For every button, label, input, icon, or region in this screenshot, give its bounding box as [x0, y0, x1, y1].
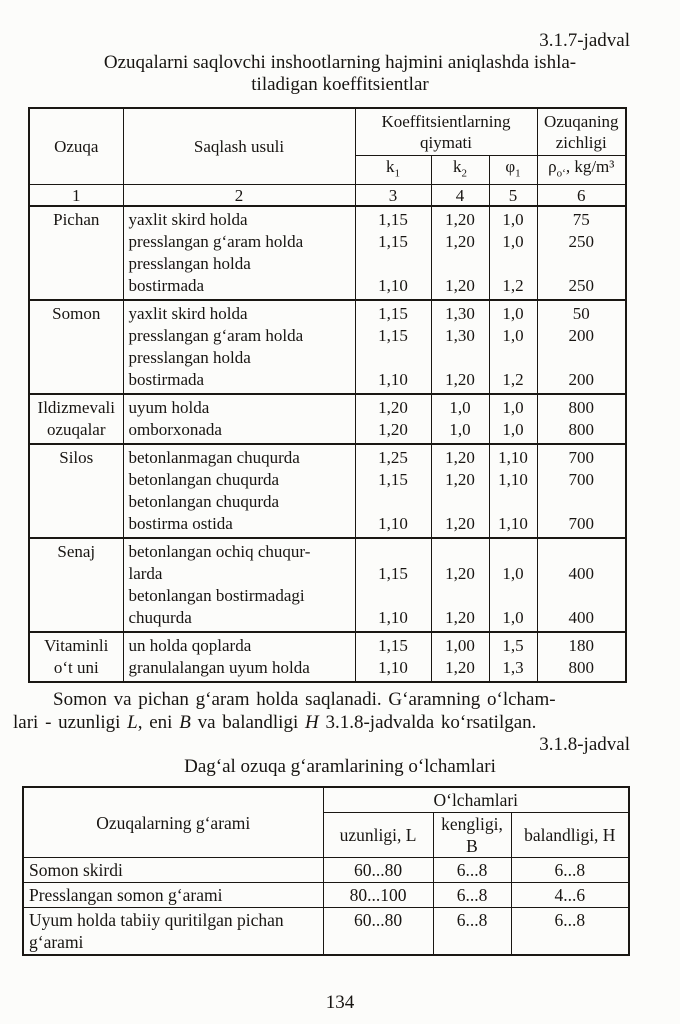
- cell-line: [490, 253, 537, 275]
- cell-line: presslangan holda: [128, 254, 251, 274]
- cell-line: 1,0: [502, 304, 524, 324]
- cell-line: 50: [572, 304, 590, 324]
- cell-line: [432, 491, 489, 513]
- table2-header-garami: Ozuqalarning g‘arami: [23, 787, 323, 858]
- cell-line: 1,15: [378, 210, 408, 230]
- cell-line: 1,10: [378, 276, 408, 296]
- kengligi-cell: 6...8: [433, 883, 511, 908]
- col-num-3: 3: [355, 185, 431, 207]
- body-paragraph: [13, 688, 666, 734]
- garam-name-cell: Presslangan somon g‘arami: [23, 883, 323, 908]
- col-num-4: 4: [431, 185, 489, 207]
- cell-line: 180: [568, 636, 595, 656]
- table1-title-line2: tiladigan koeffitsientlar: [251, 74, 429, 95]
- uzunligi-cell: 80...100: [323, 883, 433, 908]
- cell-line: 250: [568, 276, 595, 296]
- kengligi-cell: 6...8: [433, 858, 511, 883]
- k1-cell: [355, 206, 431, 300]
- method-cell: [123, 538, 355, 632]
- cell-line: 1,15: [378, 326, 408, 346]
- ozuqa-name-line: Somon: [52, 304, 101, 324]
- cell-line: 1,10: [378, 370, 408, 390]
- cell-line: 700: [568, 448, 595, 468]
- cell-line: [432, 253, 489, 275]
- table2-header-uzunligi: uzunligi, L: [323, 813, 433, 858]
- cell-line: presslangan g‘aram holda: [128, 232, 304, 252]
- cell-line: [538, 253, 626, 275]
- cell-line: 1,10: [498, 514, 528, 534]
- balandligi-cell: 4...6: [511, 883, 629, 908]
- table1-header-zichlik: Ozuqaning zichligi: [537, 108, 626, 156]
- table-row-senaj: [29, 538, 626, 632]
- phi-cell: [489, 444, 537, 538]
- col-num-5: 5: [489, 185, 537, 207]
- col-num-1: 1: [29, 185, 123, 207]
- k2-cell: [431, 632, 489, 682]
- cell-line: [538, 491, 626, 513]
- rho-subscript: o‘: [556, 167, 566, 180]
- cell-line: uyum holda: [128, 398, 210, 418]
- ozuqa-name-cell: [29, 300, 123, 394]
- table-row: [23, 883, 629, 908]
- cell-line: 700: [568, 470, 595, 490]
- cell-line: 1,20: [445, 514, 475, 534]
- k2-cell: [431, 394, 489, 444]
- balandligi-cell: 6...8: [511, 908, 629, 956]
- cell-line: omborxonada: [128, 420, 222, 440]
- paragraph-line-2: [13, 711, 666, 734]
- method-cell: [123, 444, 355, 538]
- cell-line: betonlanmagan chuqurda: [128, 448, 300, 468]
- k2-cell: [431, 300, 489, 394]
- cell-line: 800: [568, 420, 595, 440]
- table-row-ildizmevali: [29, 394, 626, 444]
- cell-line: bostirmada: [128, 276, 205, 296]
- symbol-B: B: [179, 712, 191, 734]
- table1-header-rho: [537, 156, 626, 185]
- cell-line: 1,20: [445, 448, 475, 468]
- cell-line: 700: [568, 514, 595, 534]
- cell-line: 1,00: [445, 636, 475, 656]
- rho-cell: [537, 538, 626, 632]
- table2-title: Dag‘al ozuqa g‘aramlarining o‘lchamlari: [184, 756, 496, 778]
- phi-cell: [489, 538, 537, 632]
- col-num-2: 2: [123, 185, 355, 207]
- rho-cell: [537, 394, 626, 444]
- cell-line: 1,0: [502, 398, 524, 418]
- uzunligi-cell: 60...80: [323, 908, 433, 956]
- cell-line: 1,10: [378, 658, 408, 678]
- cell-line: 1,20: [378, 398, 408, 418]
- ozuqa-name-line: o‘t uni: [53, 658, 99, 678]
- cell-line: [490, 585, 537, 607]
- method-cell: [123, 394, 355, 444]
- cell-line: betonlangan chuqurda: [128, 470, 280, 490]
- cell-line: un holda qoplarda: [128, 636, 252, 656]
- ozuqa-name-line: Vitaminli: [44, 636, 109, 656]
- uzunligi-cell: 60...80: [323, 858, 433, 883]
- k2-cell: [431, 444, 489, 538]
- ozuqa-name-line: Pichan: [53, 210, 100, 230]
- cell-line: 200: [568, 326, 595, 346]
- cell-line: 1,10: [378, 608, 408, 628]
- k2-symbol: k: [453, 157, 462, 176]
- ozuqa-name-cell: [29, 394, 123, 444]
- cell-line: 1,0: [502, 608, 524, 628]
- table1-number-label: 3.1.7-jadval: [539, 30, 630, 51]
- k1-cell: [355, 394, 431, 444]
- cell-line: betonlangan bostirmadagi: [128, 586, 305, 606]
- rho-cell: [537, 632, 626, 682]
- table2-header-olchamlari: O‘lchamlari: [323, 787, 629, 813]
- garam-name-cell: Somon skirdi: [23, 858, 323, 883]
- k1-cell: [355, 538, 431, 632]
- cell-line: [356, 253, 431, 275]
- table-row-vitaminli: [29, 632, 626, 682]
- paragraph-text: , eni: [137, 712, 180, 734]
- cell-line: bostirmada: [128, 370, 205, 390]
- table1-header-phi1: [489, 156, 537, 185]
- cell-line: 1,0: [502, 420, 524, 440]
- cell-line: 75: [572, 210, 590, 230]
- balandligi-cell: 6...8: [511, 858, 629, 883]
- k1-cell: [355, 300, 431, 394]
- cell-line: 250: [568, 232, 595, 252]
- cell-line: chuqurda: [128, 608, 192, 628]
- cell-line: presslangan g‘aram holda: [128, 326, 304, 346]
- table-row-pichan: [29, 206, 626, 300]
- cell-line: 1,0: [502, 326, 524, 346]
- rho-cell: [537, 300, 626, 394]
- table-row: [23, 908, 629, 956]
- cell-line: granulalangan uyum holda: [128, 658, 310, 678]
- symbol-H: H: [305, 712, 319, 734]
- cell-line: 400: [568, 564, 595, 584]
- cell-line: 1,30: [445, 326, 475, 346]
- table2-header-kengligi: kengligi, B: [433, 813, 511, 858]
- cell-line: [490, 491, 537, 513]
- cell-line: 1,0: [449, 398, 471, 418]
- ozuqa-name-line: Senaj: [57, 542, 96, 562]
- cell-line: 1,15: [378, 470, 408, 490]
- table-row: [23, 858, 629, 883]
- cell-line: [356, 347, 431, 369]
- method-cell: [123, 206, 355, 300]
- cell-line: betonlangan ochiq chuqur-: [128, 542, 311, 562]
- cell-line: 1,10: [498, 448, 528, 468]
- cell-line: [356, 541, 431, 563]
- cell-line: [432, 541, 489, 563]
- cell-line: 1,20: [445, 210, 475, 230]
- ozuqa-name-cell: [29, 632, 123, 682]
- k1-cell: [355, 632, 431, 682]
- k1-symbol: k: [386, 157, 395, 176]
- symbol-L: L: [127, 712, 138, 734]
- k2-cell: [431, 538, 489, 632]
- rho-cell: [537, 444, 626, 538]
- cell-line: betonlangan chuqurda: [128, 492, 280, 512]
- cell-line: 1,3: [502, 658, 524, 678]
- table1-header-k1: [355, 156, 431, 185]
- phi-cell: [489, 394, 537, 444]
- cell-line: larda: [128, 564, 163, 584]
- paragraph-line-1: Somon va pichan g‘aram holda saqlanadi. G‘aramning o‘lcham-: [53, 689, 556, 711]
- cell-line: 1,0: [449, 420, 471, 440]
- cell-line: 800: [568, 398, 595, 418]
- cell-line: 1,25: [378, 448, 408, 468]
- cell-line: 1,20: [445, 564, 475, 584]
- table-row-somon: [29, 300, 626, 394]
- phi-subscript: 1: [515, 167, 521, 180]
- cell-line: [490, 347, 537, 369]
- ozuqa-name-line: ozuqalar: [46, 420, 106, 440]
- cell-line: 1,20: [445, 658, 475, 678]
- cell-line: 1,20: [445, 470, 475, 490]
- cell-line: [356, 491, 431, 513]
- method-cell: [123, 632, 355, 682]
- cell-line: 1,10: [498, 470, 528, 490]
- page-number: 134: [325, 992, 355, 1014]
- cell-line: yaxlit skird holda: [128, 304, 248, 324]
- phi-cell: [489, 300, 537, 394]
- cell-line: 1,15: [378, 232, 408, 252]
- cell-line: 1,20: [445, 370, 475, 390]
- cell-line: 1,0: [502, 232, 524, 252]
- ozuqa-name-cell: [29, 538, 123, 632]
- cell-line: 1,20: [445, 232, 475, 252]
- table2-header-balandligi: balandligi, H: [511, 813, 629, 858]
- cell-line: [538, 541, 626, 563]
- rho-unit: , kg/m³: [565, 157, 615, 176]
- cell-line: 800: [568, 658, 595, 678]
- cell-line: 1,0: [502, 210, 524, 230]
- coefficients-table: [28, 107, 627, 683]
- col-num-6: 6: [537, 185, 626, 207]
- paragraph-text: va balandligi: [190, 712, 305, 734]
- cell-line: [356, 585, 431, 607]
- cell-line: 1,10: [378, 514, 408, 534]
- table2-number-label: 3.1.8-jadval: [539, 734, 630, 756]
- paragraph-text: lari - uzunligi: [13, 712, 128, 734]
- cell-line: 1,0: [502, 564, 524, 584]
- table1-header-k2: [431, 156, 489, 185]
- paragraph-text: 3.1.8-jadvalda ko‘rsatilgan.: [318, 712, 537, 734]
- k2-subscript: 2: [461, 167, 467, 180]
- cell-line: 1,20: [445, 608, 475, 628]
- cell-line: [538, 347, 626, 369]
- table1-title-line1: Ozuqalarni saqlovchi inshootlarning hajmini aniqlashda ishla-: [103, 52, 577, 73]
- kengligi-cell: 6...8: [433, 908, 511, 956]
- cell-line: yaxlit skird holda: [128, 210, 248, 230]
- method-cell: [123, 300, 355, 394]
- cell-line: [538, 585, 626, 607]
- cell-line: 1,15: [378, 564, 408, 584]
- cell-line: 1,15: [378, 304, 408, 324]
- ozuqa-name-line: Silos: [59, 448, 94, 468]
- cell-line: 1,20: [445, 276, 475, 296]
- cell-line: [490, 541, 537, 563]
- dimensions-table: [22, 786, 630, 956]
- rho-cell: [537, 206, 626, 300]
- cell-line: [432, 347, 489, 369]
- cell-line: 1,30: [445, 304, 475, 324]
- ozuqa-name-cell: [29, 444, 123, 538]
- table1-header-row-1: [29, 108, 626, 156]
- cell-line: 1,15: [378, 636, 408, 656]
- ozuqa-name-line: Ildizmevali: [37, 398, 115, 418]
- table-row-silos: [29, 444, 626, 538]
- cell-line: bostirma ostida: [128, 514, 233, 534]
- cell-line: presslangan holda: [128, 348, 251, 368]
- table1-column-numbers-row: [29, 185, 626, 207]
- table1-header-ozuqa: Ozuqa: [29, 108, 123, 185]
- table1-header-koeff: Koeffitsientlarning qiymati: [355, 108, 537, 156]
- cell-line: [432, 585, 489, 607]
- k1-cell: [355, 444, 431, 538]
- rho-symbol: ρ: [548, 157, 557, 176]
- cell-line: 1,2: [502, 370, 524, 390]
- k1-subscript: 1: [394, 167, 400, 180]
- cell-line: 200: [568, 370, 595, 390]
- phi-cell: [489, 632, 537, 682]
- cell-line: 1,20: [378, 420, 408, 440]
- cell-line: 1,5: [502, 636, 524, 656]
- garam-name-cell: Uyum holda tabiiy quritilgan pichan g‘arami: [23, 908, 323, 956]
- table1-header-saqlash: Saqlash usuli: [123, 108, 355, 185]
- cell-line: 400: [568, 608, 595, 628]
- ozuqa-name-cell: [29, 206, 123, 300]
- cell-line: 1,2: [502, 276, 524, 296]
- table2-header-row-1: [23, 787, 629, 813]
- phi-symbol: φ: [505, 157, 516, 176]
- phi-cell: [489, 206, 537, 300]
- k2-cell: [431, 206, 489, 300]
